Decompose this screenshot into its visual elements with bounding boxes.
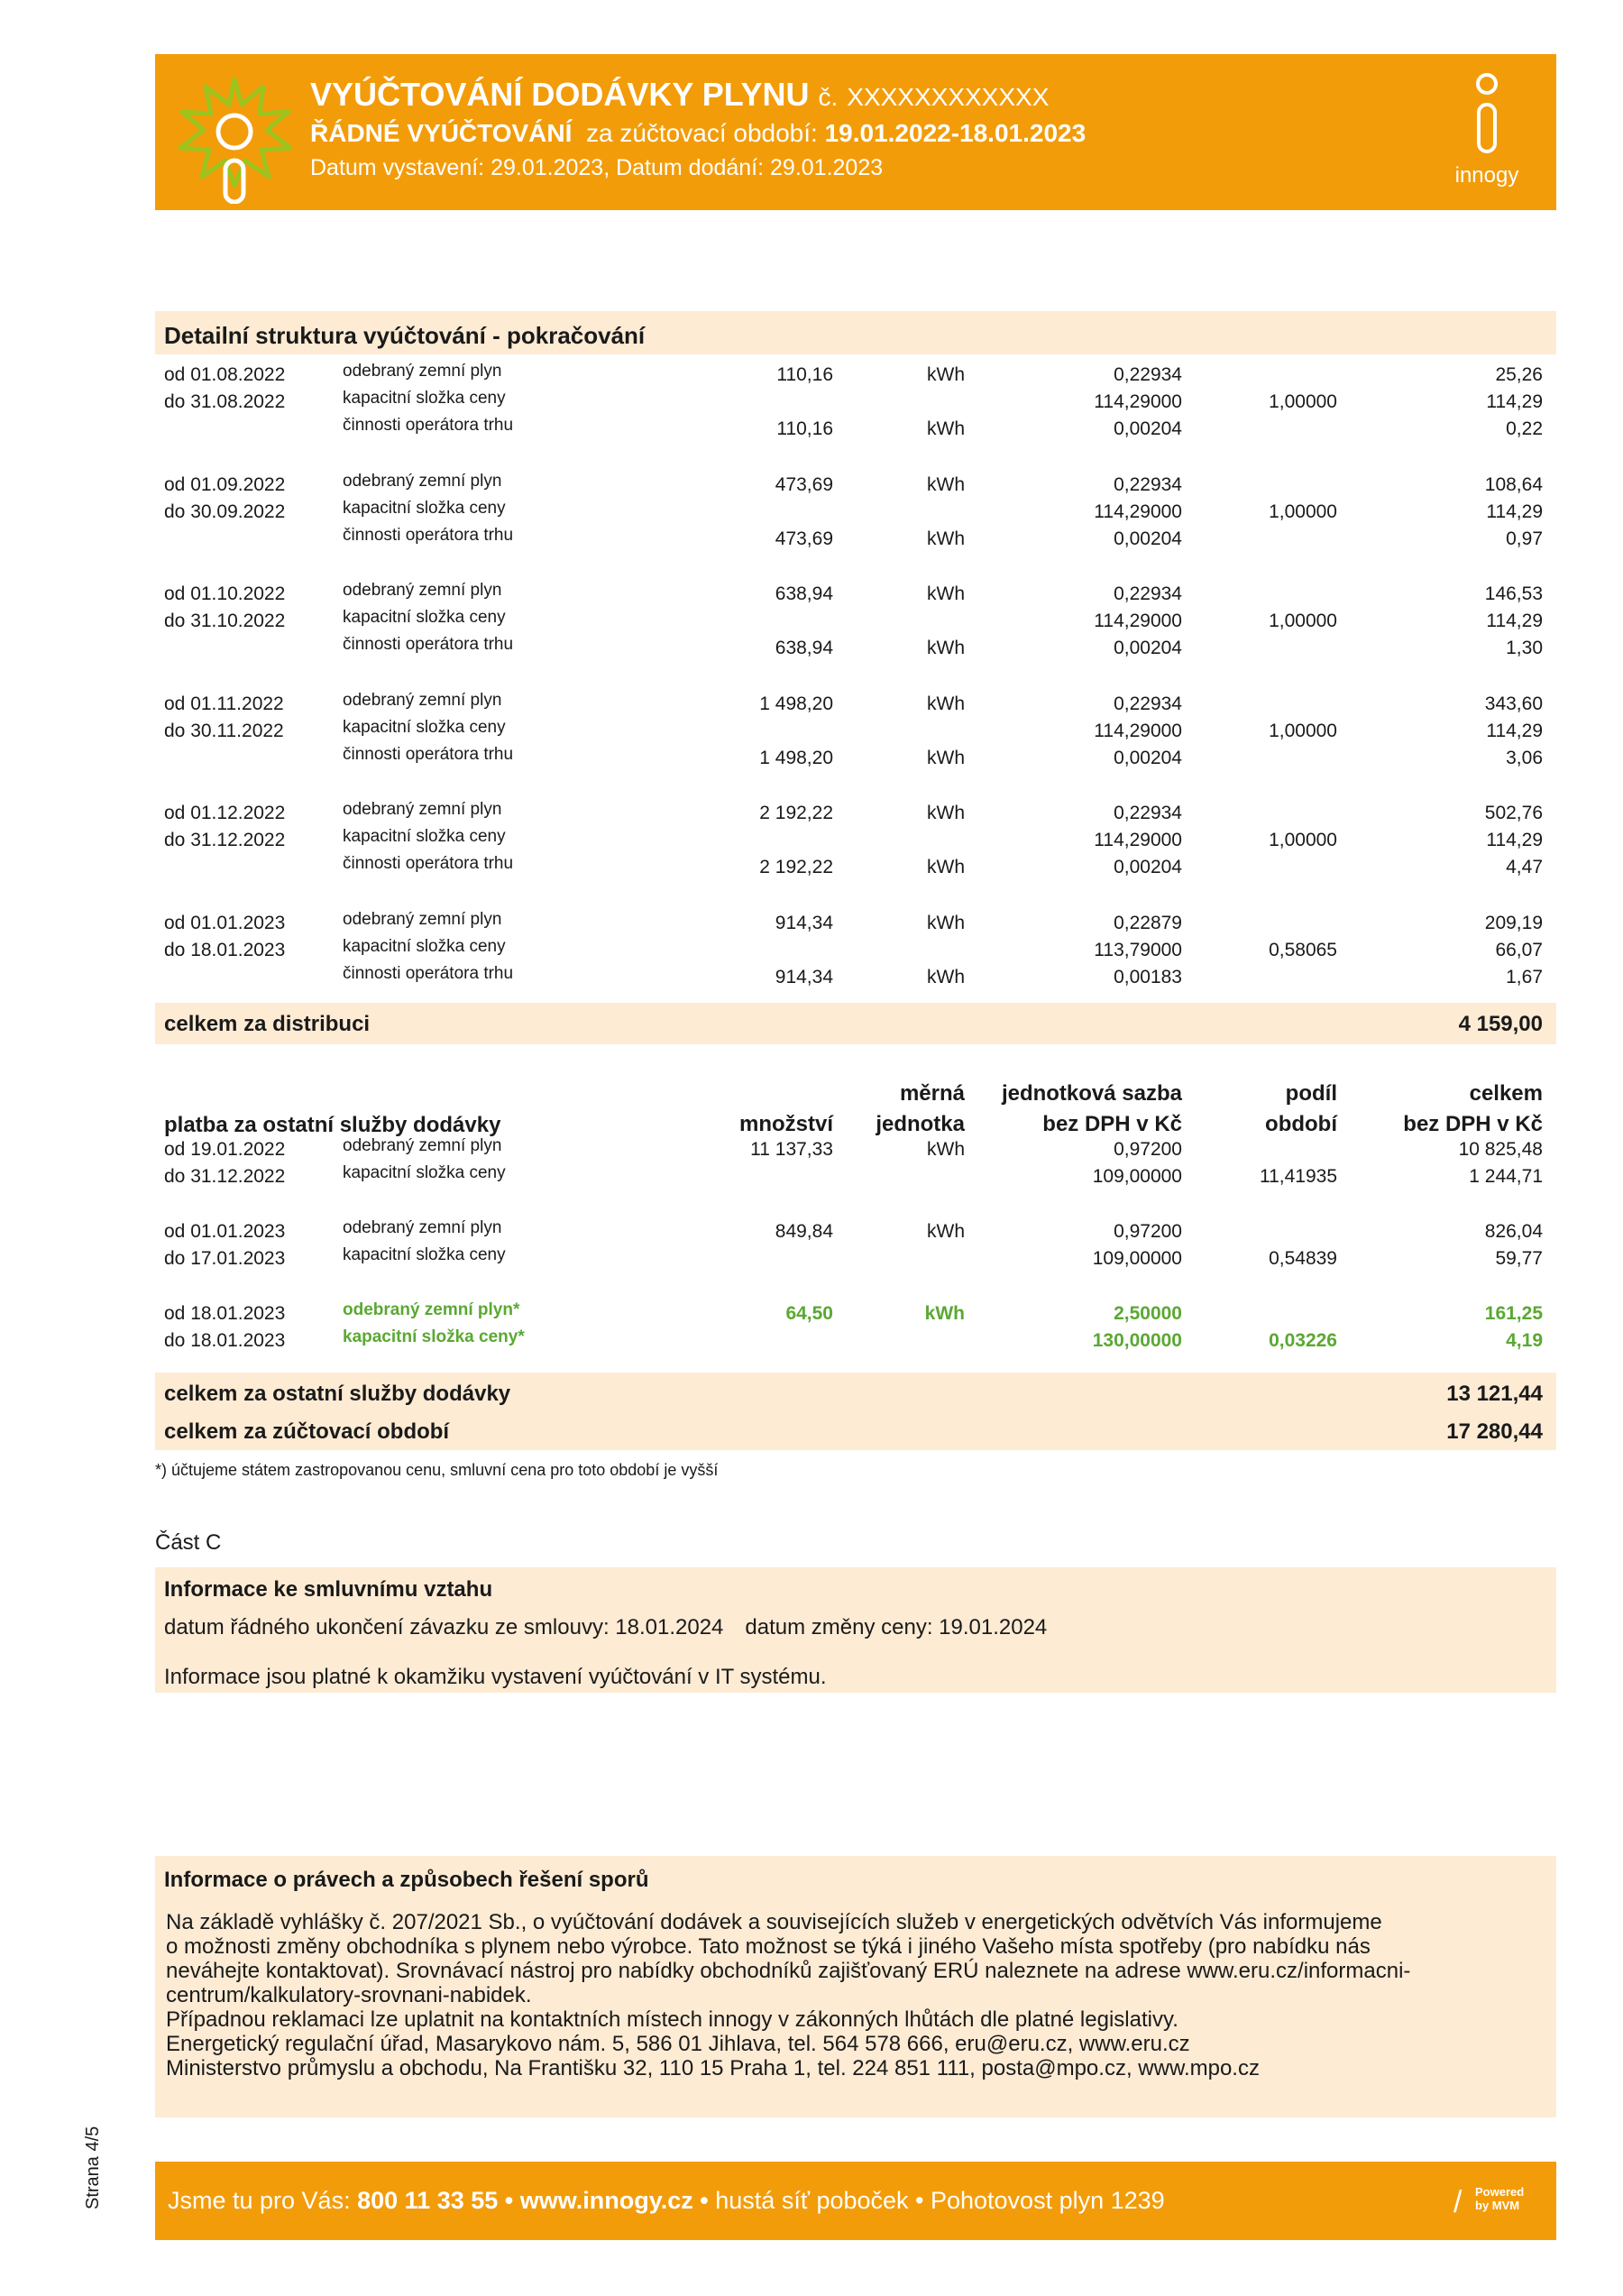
period-total-label: celkem za zúčtovací období <box>164 1419 450 1444</box>
item-share: 1,00000 <box>1269 391 1337 412</box>
item-rate: 0,22934 <box>1114 693 1182 714</box>
col-header-unit: měrná jednotka <box>876 1081 965 1136</box>
item-rate: 0,97200 <box>1114 1139 1182 1160</box>
item-share: 1,00000 <box>1269 720 1337 741</box>
item-total: 161,25 <box>1484 1303 1543 1324</box>
hotline-phone[interactable]: 800 11 33 55 <box>357 2187 499 2214</box>
item-rate: 0,22934 <box>1114 473 1182 495</box>
item-rate: 0,97200 <box>1114 1221 1182 1242</box>
item-total: 3,06 <box>1506 747 1543 768</box>
item-name: činnosti operátora trhu <box>343 416 514 435</box>
period-to: do 17.01.2023 <box>164 1248 286 1269</box>
invoice-header <box>155 54 1556 210</box>
period-from: od 19.01.2022 <box>164 1139 286 1160</box>
item-name: činnosti operátora trhu <box>343 964 514 983</box>
item-name: kapacitní složka ceny* <box>343 1327 525 1346</box>
item-rate: 114,29000 <box>1094 720 1182 741</box>
website-link[interactable]: www.innogy.cz <box>519 2187 693 2214</box>
item-share: 1,00000 <box>1269 830 1337 851</box>
item-quantity: 638,94 <box>775 583 833 605</box>
price-change-date: datum změny ceny: 19.01.2024 <box>745 1615 1048 1639</box>
col-header-rate: jednotková sazba bez DPH v Kč <box>1001 1081 1182 1136</box>
col-header-total: celkem bez DPH v Kč <box>1403 1081 1543 1136</box>
col-header-share: podíl období <box>1265 1081 1337 1136</box>
period-to: do 31.12.2022 <box>164 830 286 851</box>
item-name: kapacitní složka ceny <box>343 1245 506 1264</box>
item-name: odebraný zemní plyn <box>343 1218 502 1237</box>
item-quantity: 914,34 <box>775 967 833 987</box>
item-rate: 2,50000 <box>1114 1303 1182 1324</box>
rights-line: neváhejte kontaktovat). Srovnávací nástroj pro nabídky obchodníků zajišťovaný ERÚ naleznete na adrese www.eru.cz/informacni- <box>166 1959 1411 1983</box>
item-unit: kWh <box>927 364 965 385</box>
period-to: do 31.08.2022 <box>164 391 286 412</box>
period-to: do 30.11.2022 <box>164 720 284 741</box>
item-rate: 109,00000 <box>1092 1166 1182 1187</box>
item-rate: 0,22879 <box>1114 913 1182 933</box>
item-share: 11,41935 <box>1259 1166 1337 1187</box>
item-unit: kWh <box>927 418 965 439</box>
period-from: od 01.09.2022 <box>164 473 286 495</box>
innogy-mark-icon <box>1471 72 1503 155</box>
item-rate: 0,00183 <box>1114 967 1182 987</box>
item-total: 4,19 <box>1506 1330 1543 1351</box>
item-name: odebraný zemní plyn <box>343 800 502 820</box>
item-total: 114,29 <box>1486 611 1543 632</box>
item-share: 0,03226 <box>1269 1330 1337 1351</box>
rights-line: Energetický regulační úřad, Masarykovo nám. 5, 586 01 Jihlava, tel. 564 578 666, eru@eru.cz, www.eru.cz <box>166 2032 1190 2056</box>
item-name: odebraný zemní plyn <box>343 471 502 491</box>
item-name: kapacitní složka ceny <box>343 1163 506 1182</box>
item-name: odebraný zemní plyn <box>343 581 502 601</box>
item-name: kapacitní složka ceny <box>343 389 506 408</box>
period-to: do 30.09.2022 <box>164 501 286 522</box>
item-quantity: 11 137,33 <box>750 1139 833 1160</box>
item-unit: kWh <box>927 1139 965 1160</box>
part-c-heading: Část C <box>155 1530 222 1555</box>
item-quantity: 2 192,22 <box>759 803 833 824</box>
item-unit: kWh <box>927 857 965 878</box>
item-unit: kWh <box>927 583 965 605</box>
item-share: 1,00000 <box>1269 501 1337 522</box>
item-name: kapacitní složka ceny <box>343 608 506 628</box>
supply-total-label: celkem za ostatní služby dodávky <box>164 1382 511 1406</box>
rights-info-title: Informace o právech a způsobech řešení sporů <box>164 1868 649 1892</box>
period-total-value: 17 280,44 <box>1446 1419 1543 1444</box>
supply-total-value: 13 121,44 <box>1446 1382 1543 1406</box>
item-rate: 130,00000 <box>1092 1330 1182 1351</box>
item-name: činnosti operátora trhu <box>343 635 514 655</box>
item-rate: 0,22934 <box>1114 803 1182 824</box>
item-quantity: 64,50 <box>785 1303 833 1324</box>
item-total: 0,22 <box>1506 418 1543 439</box>
price-cap-note: *) účtujeme státem zastropovanou cenu, smluvní cena pro toto období je vyšší <box>155 1461 719 1479</box>
item-unit: kWh <box>927 693 965 714</box>
period-to: do 31.12.2022 <box>164 1166 286 1187</box>
item-total: 146,53 <box>1484 583 1543 605</box>
col-header-quantity: množství <box>738 1112 833 1136</box>
rights-line: o možnosti změny obchodníka s plynem nebo výrobce. Tato možnost se týká i jiného Vašeho místa spotřeby (pro nabídku nás <box>166 1934 1371 1959</box>
item-total: 114,29 <box>1486 391 1543 412</box>
contract-info-title: Informace ke smluvnímu vztahu <box>164 1577 493 1602</box>
item-total: 1 244,71 <box>1469 1166 1543 1187</box>
period-from: od 01.08.2022 <box>164 364 286 385</box>
item-quantity: 1 498,20 <box>759 693 833 714</box>
item-share: 0,58065 <box>1269 940 1337 960</box>
item-total: 59,77 <box>1495 1248 1543 1269</box>
item-unit: kWh <box>927 473 965 495</box>
period-to: do 18.01.2023 <box>164 940 286 960</box>
period-from: od 01.12.2022 <box>164 803 286 824</box>
item-total: 0,97 <box>1506 528 1543 549</box>
rights-line: Případnou reklamaci lze uplatnit na kontaktních místech innogy v zákonných lhůtách dle platné legislativy. <box>166 2007 1178 2032</box>
page-number: Strana 4/5 <box>83 2126 103 2209</box>
contact-footer <box>155 2162 1556 2240</box>
item-quantity: 638,94 <box>775 638 833 659</box>
item-total: 1,30 <box>1506 638 1543 659</box>
item-total: 4,47 <box>1506 857 1543 878</box>
item-total: 343,60 <box>1484 693 1543 714</box>
item-quantity: 1 498,20 <box>759 747 833 768</box>
item-total: 25,26 <box>1495 364 1543 385</box>
issue-dates: Datum vystavení: 29.01.2023, Datum dodání: 29.01.2023 <box>310 155 884 180</box>
item-total: 10 825,48 <box>1458 1139 1543 1160</box>
item-name: činnosti operátora trhu <box>343 525 514 545</box>
item-share: 1,00000 <box>1269 611 1337 632</box>
period-from: od 01.10.2022 <box>164 583 286 605</box>
item-total: 209,19 <box>1484 913 1543 933</box>
item-unit: kWh <box>927 803 965 824</box>
item-unit: kWh <box>924 1303 965 1324</box>
item-name: kapacitní složka ceny <box>343 827 506 847</box>
item-name: odebraný zemní plyn <box>343 362 502 381</box>
item-total: 66,07 <box>1495 940 1543 960</box>
item-quantity: 849,84 <box>775 1221 833 1242</box>
section-title: Detailní struktura vyúčtování - pokračování <box>164 322 646 349</box>
item-rate: 114,29000 <box>1094 501 1182 522</box>
item-name: odebraný zemní plyn* <box>343 1300 520 1319</box>
period-from: od 18.01.2023 <box>164 1303 286 1324</box>
item-unit: kWh <box>927 638 965 659</box>
period-to: do 31.10.2022 <box>164 611 286 632</box>
period-to: do 18.01.2023 <box>164 1330 286 1351</box>
item-total: 1,67 <box>1506 967 1543 987</box>
item-rate: 113,79000 <box>1094 940 1182 960</box>
item-rate: 114,29000 <box>1094 830 1182 851</box>
item-total: 108,64 <box>1484 473 1543 495</box>
period-from: od 01.01.2023 <box>164 1221 286 1242</box>
period-from: od 01.01.2023 <box>164 913 286 933</box>
item-name: odebraný zemní plyn <box>343 1136 502 1155</box>
supply-section-title: platba za ostatní služby dodávky <box>164 1113 501 1137</box>
item-quantity: 2 192,22 <box>759 857 833 878</box>
item-total: 114,29 <box>1486 501 1543 522</box>
item-rate: 0,00204 <box>1114 638 1182 659</box>
item-total: 826,04 <box>1484 1221 1543 1242</box>
rights-info-text <box>166 1910 1482 2080</box>
footer-contact-line: Jsme tu pro Vás: 800 11 33 55 • www.innogy.cz • hustá síť poboček • Pohotovost plyn 1239 <box>168 2187 1165 2214</box>
rights-line: Na základě vyhlášky č. 207/2021 Sb., o vyúčtování dodávek a souvisejících služeb v energetických odvětvích Vás informujeme <box>166 1910 1382 1934</box>
item-name: kapacitní složka ceny <box>343 717 506 737</box>
item-quantity: 473,69 <box>775 528 833 549</box>
item-rate: 0,00204 <box>1114 857 1182 878</box>
item-unit: kWh <box>927 1221 965 1242</box>
distribution-total-label: celkem za distribuci <box>164 1012 371 1036</box>
item-total: 114,29 <box>1486 720 1543 741</box>
item-quantity: 914,34 <box>775 913 833 933</box>
item-name: odebraný zemní plyn <box>343 910 502 929</box>
innogy-sun-logo-icon <box>177 78 292 204</box>
powered-by-mvm-logo: / Powered by MVM <box>1453 2185 1525 2219</box>
innogy-logo <box>1446 72 1527 188</box>
brand-name: innogy <box>1454 163 1519 188</box>
item-rate: 0,00204 <box>1114 418 1182 439</box>
item-unit: kWh <box>927 528 965 549</box>
item-name: kapacitní složka ceny <box>343 937 506 956</box>
item-rate: 114,29000 <box>1094 611 1182 632</box>
invoice-title: VYÚČTOVÁNÍ DODÁVKY PLYNU č. XXXXXXXXXXXX <box>310 76 1050 113</box>
item-unit: kWh <box>927 967 965 987</box>
item-name: činnosti operátora trhu <box>343 854 514 874</box>
item-name: odebraný zemní plyn <box>343 690 502 710</box>
item-name: činnosti operátora trhu <box>343 744 514 764</box>
billing-period: ŘÁDNÉ VYÚČTOVÁNÍ za zúčtovací období: 19.01.2022-18.01.2023 <box>310 119 1087 147</box>
distribution-total-value: 4 159,00 <box>1458 1012 1543 1036</box>
item-rate: 0,22934 <box>1114 364 1182 385</box>
contract-validity-note: Informace jsou platné k okamžiku vystavení vyúčtování v IT systému. <box>164 1665 827 1689</box>
period-from: od 01.11.2022 <box>164 693 284 714</box>
item-rate: 109,00000 <box>1092 1248 1182 1269</box>
item-name: kapacitní složka ceny <box>343 498 506 518</box>
item-unit: kWh <box>927 913 965 933</box>
item-rate: 0,22934 <box>1114 583 1182 605</box>
item-unit: kWh <box>927 747 965 768</box>
rights-line: Ministerstvo průmyslu a obchodu, Na Františku 32, 110 15 Praha 1, tel. 224 851 111, posta@mpo.cz, www.mpo.cz <box>166 2056 1260 2080</box>
invoice-number: XXXXXXXXXXXX <box>847 83 1050 111</box>
item-total: 114,29 <box>1486 830 1543 851</box>
contract-dates <box>164 1615 1047 1640</box>
item-share: 0,54839 <box>1269 1248 1337 1269</box>
rights-line: centrum/kalkulatory-srovnani-nabidek. <box>166 1983 532 2007</box>
item-quantity: 110,16 <box>776 418 833 439</box>
item-quantity: 473,69 <box>775 473 833 495</box>
item-rate: 114,29000 <box>1094 391 1182 412</box>
item-rate: 0,00204 <box>1114 528 1182 549</box>
item-quantity: 110,16 <box>776 364 833 385</box>
contract-end-date: datum řádného ukončení závazku ze smlouvy: 18.01.2024 <box>164 1615 724 1639</box>
item-rate: 0,00204 <box>1114 747 1182 768</box>
slash-icon: / <box>1453 2185 1463 2219</box>
item-total: 502,76 <box>1484 803 1543 824</box>
